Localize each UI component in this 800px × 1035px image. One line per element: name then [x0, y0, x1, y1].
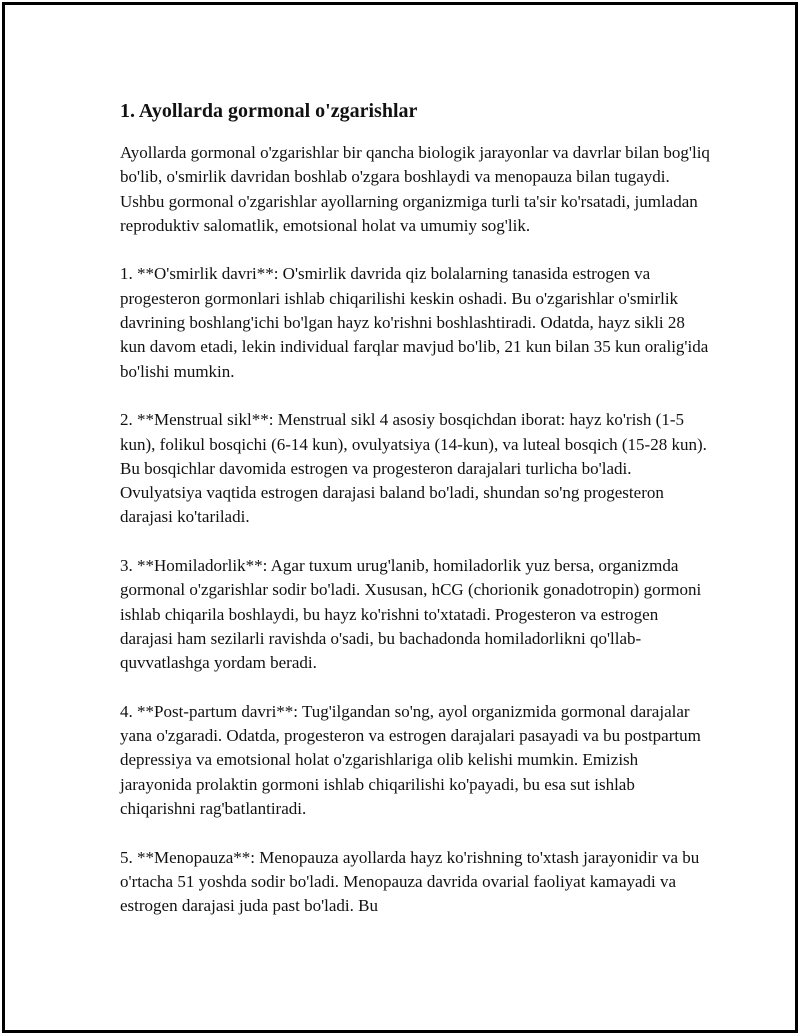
document-body	[120, 98, 710, 943]
paragraph-menstrual-cycle: 2. **Menstrual sikl**: Menstrual sikl 4 asosiy bosqichdan iborat: hayz ko'rish (1-5 kun), folikul bosqichi (6-14 kun), ovulyatsiya (14-kun), va luteal bosqich (15-28 kun). Bu bosqichlar davomida estrogen va progesteron darajalari turlicha bo'ladi. Ovulyatsiya vaqtida estrogen darajasi baland bo'ladi, shundan so'ng progesteron darajasi ko'tariladi.	[120, 410, 707, 527]
paragraph-pregnancy: 3. **Homiladorlik**: Agar tuxum urug'lanib, homiladorlik yuz bersa, organizmda gormonal o'zgarishlar sodir bo'ladi. Xususan, hCG (chorionik gonadotropin) gormoni ishlab chiqarila boshlaydi, bu hayz ko'rishni to'xtatadi. Progesteron va estrogen darajasi ham sezilarli ravishda o'sadi, bu bachadonda homiladorlikni qo'llab-quvvatlashga yordam beradi.	[120, 556, 702, 673]
page-frame	[2, 2, 798, 1033]
intro-paragraph: Ayollarda gormonal o'zgarishlar bir qancha biologik jarayonlar va davrlar bilan bog'liq bo'lib, o'smirlik davridan boshlab o'zgara boshlaydi va menopauza bilan tugaydi. Ushbu gormonal o'zgarishlar ayollarning organizmiga turli ta'sir ko'rsatadi, jumladan reproduktiv salomatlik, emotsional holat va umumiy sog'lik.	[120, 143, 710, 235]
paragraph-menopause: 5. **Menopauza**: Menopauza ayollarda hayz ko'rishning to'xtash jarayonidir va bu o'rtacha 51 yoshda sodir bo'ladi. Menopauza davrida ovarial faoliyat kamayadi va estrogen darajasi juda past bo'ladi. Bu	[120, 847, 700, 916]
section-heading: 1. Ayollarda gormonal o'zgarishlar	[120, 100, 418, 122]
paragraph-postpartum: 4. **Post-partum davri**: Tug'ilgandan so'ng, ayol organizmida gormonal darajalar yana o'zgaradi. Odatda, progesteron va estrogen darajalari pasayadi va bu postpartum depressiya va emotsional holat o'zgarishlariga olib kelishi mumkin. Emizish jarayonida prolaktin gormoni ishlab chiqarilishi ko'payadi, bu esa sut ishlab chiqarishni rag'batlantiradi.	[120, 701, 701, 819]
paragraph-adolescence: 1. **O'smirlik davri**: O'smirlik davrida qiz bolalarning tanasida estrogen va progesteron gormonlari ishlab chiqarilishi keskin oshadi. Bu o'zgarishlar o'smirlik davrining boshlang'ichi bo'lgan hayz ko'rishni boshlashtiradi. Odatda, hayz sikli 28 kun davom etadi, lekin individual farqlar mavjud bo'lib, 21 kun bilan 35 kun oralig'ida bo'lishi mumkin.	[120, 264, 709, 381]
